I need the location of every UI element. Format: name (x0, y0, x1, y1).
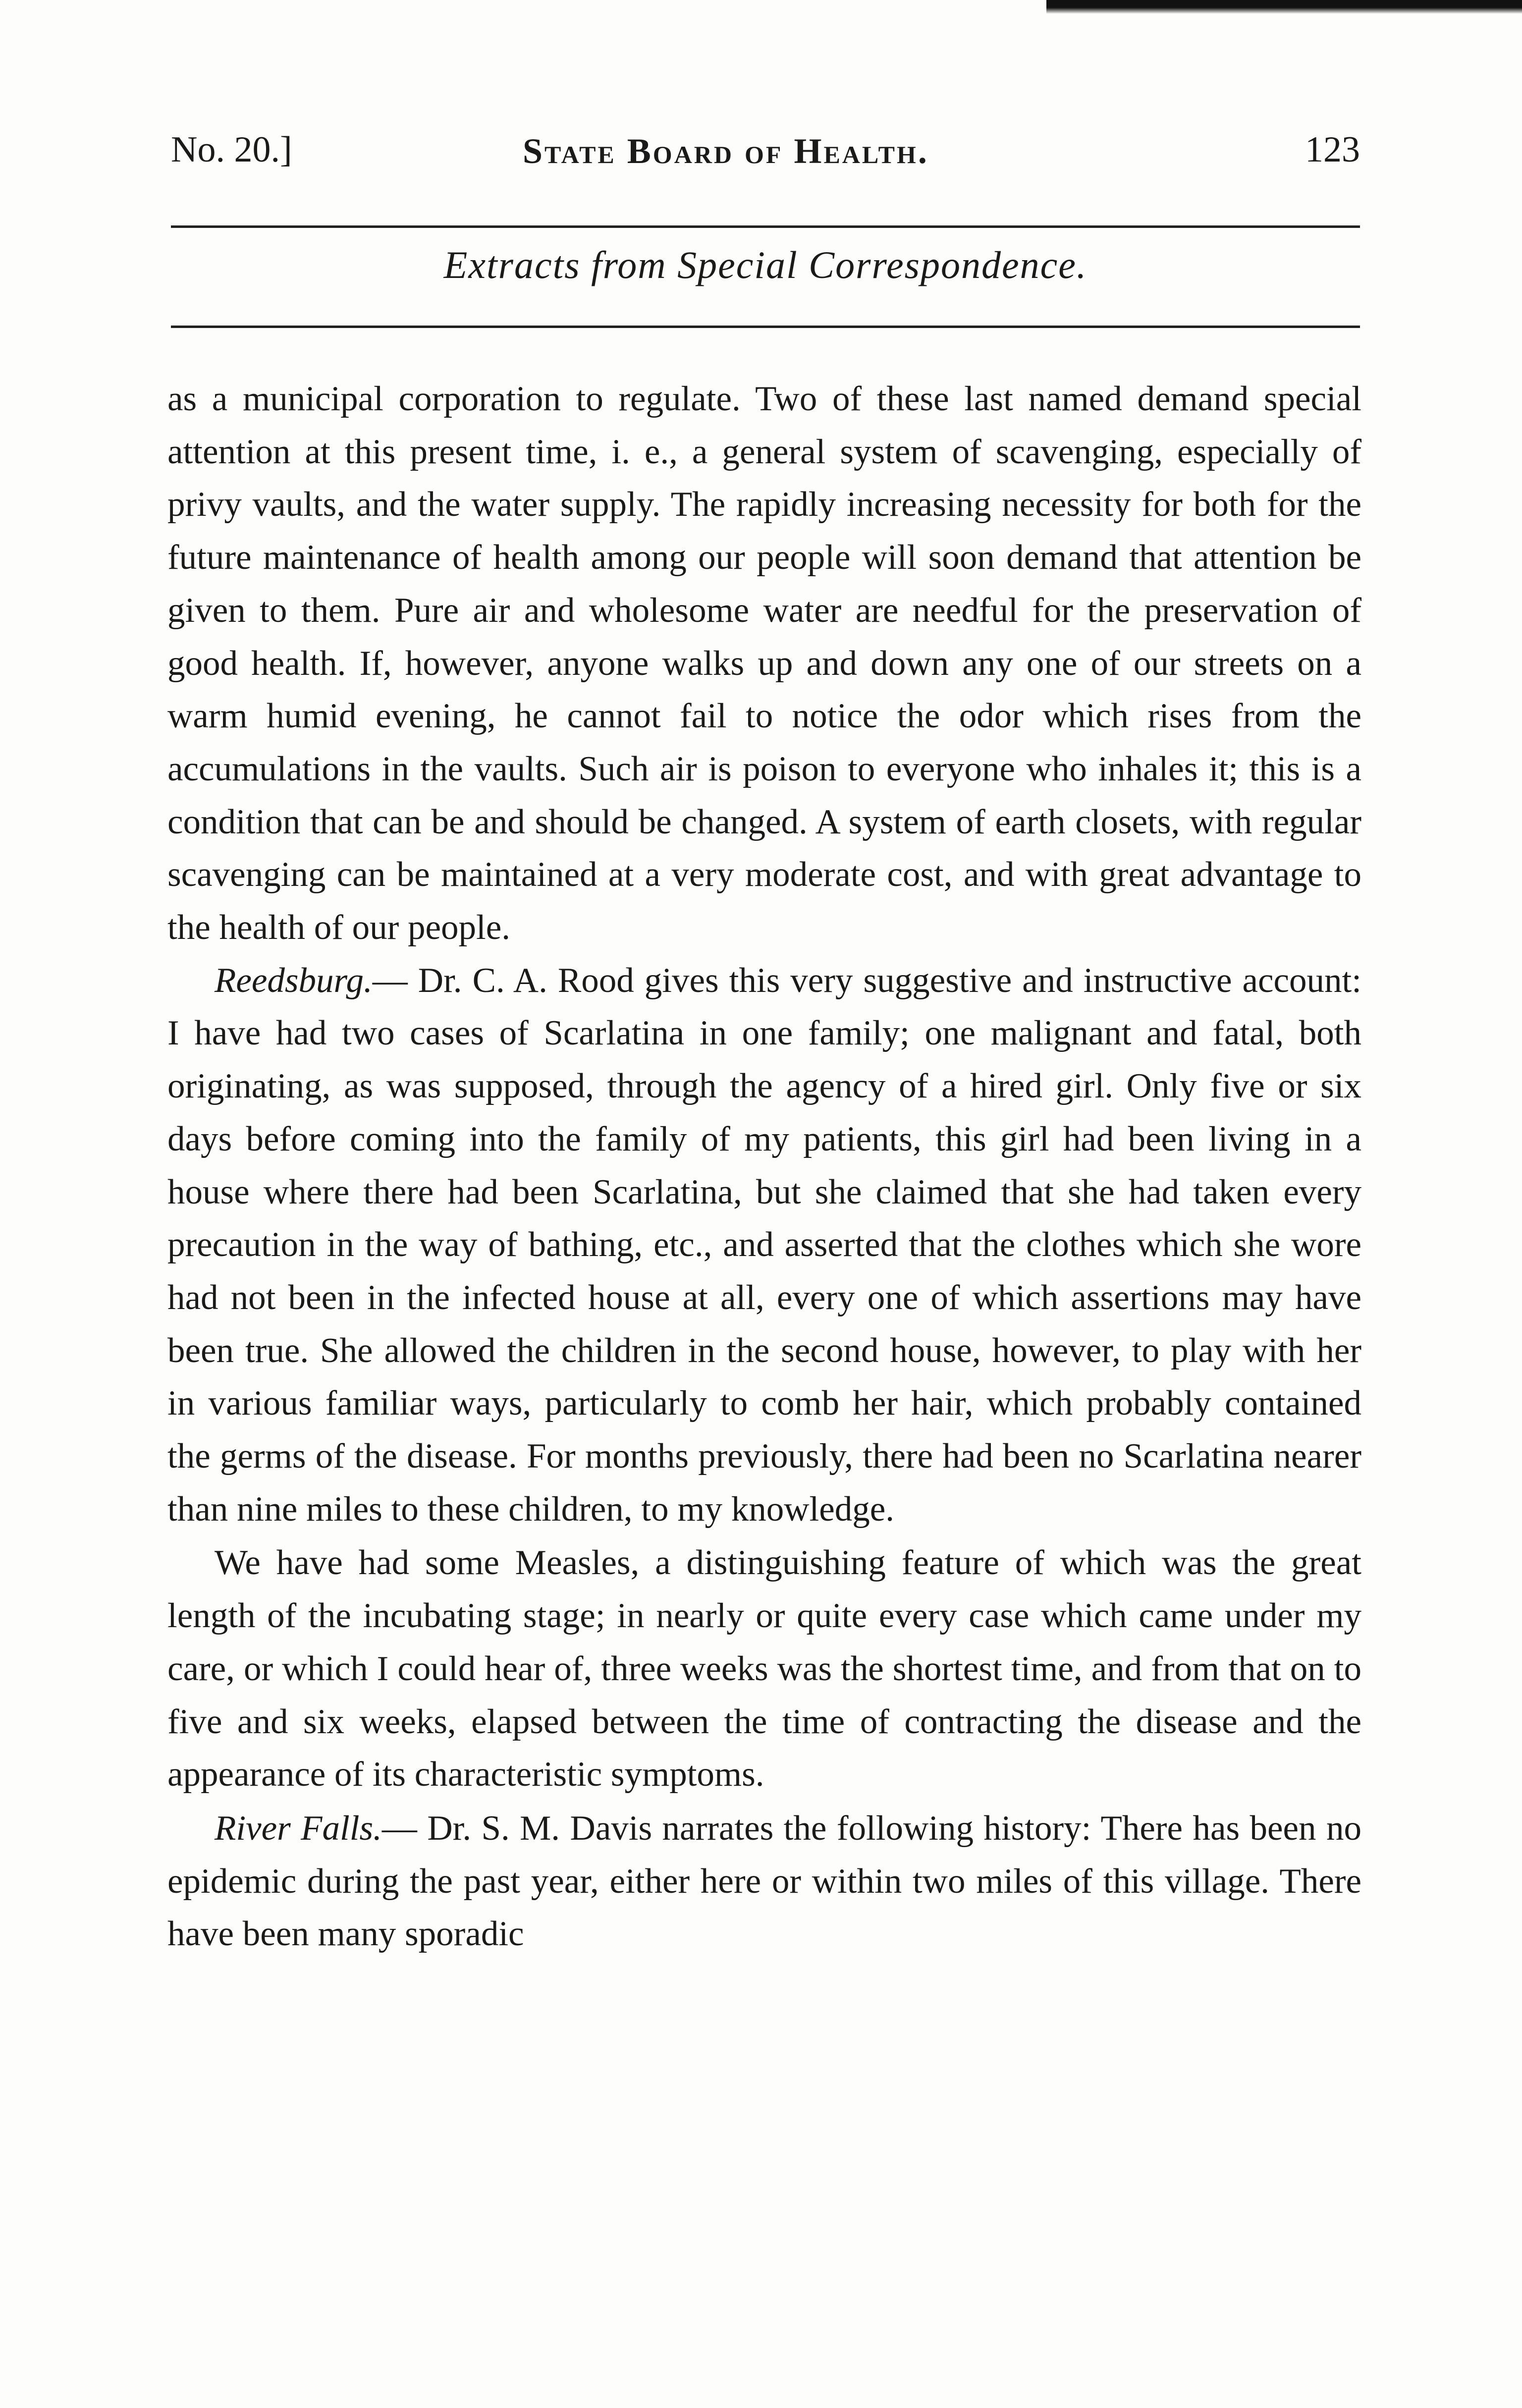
scan-edge-mark (1046, 0, 1522, 14)
place-name: Reedsburg. (215, 961, 373, 1000)
paragraph-river-falls (167, 1802, 1361, 1961)
place-name: River Falls. (215, 1808, 382, 1848)
paragraph-measles (167, 1536, 1361, 1801)
section-subheading: Extracts from Special Correspondence. (443, 243, 1087, 286)
paragraph-text: — Dr. C. A. Rood gives this very suggestive and instructive account: I have had two cases of Scarlatina in one family; one malignant and fatal, both originating, as was supposed, through the agency of a hired girl. Only five or six days before coming into the family of my patients, this girl had been living in a house where there had been Scarlatina, but she claimed that she had taken every precaution in the way of bathing, etc., and asserted that the clothes which she wore had not been in the infected house at all, every one of which assertions may have been true. She allowed the children in the second house, however, to play with her in various familiar ways, particularly to comb her hair, which probably contained the germs of the disease. For months previously, there had been no Scarlatina nearer than nine miles to these children, to my knowledge. (167, 961, 1361, 1529)
paragraph-text: as a municipal corporation to regulate. Two of these last named demand special attention at this present time, i. e., a general system of scavenging, especially of privy vaults, and the water supply. The rapidly increasing necessity for both for the future maintenance of health among our people will soon demand that attention be given to them. Pure air and wholesome water are needful for the preservation of good health. If, however, anyone walks up and down any one of our streets on a warm humid evening, he cannot fail to notice the odor which rises from the accumulations in the vaults. Such air is poison to everyone who inhales it; this is a condition that can be and should be changed. A system of earth closets, with regular scavenging can be maintained at a very moderate cost, and with great advantage to the health of our people. (167, 380, 1361, 947)
paragraph-reedsburg (167, 954, 1361, 1536)
running-title: State Board of Health. (523, 131, 929, 171)
document-number: No. 20.] (171, 129, 292, 170)
page-number: 123 (1305, 129, 1360, 170)
paragraph-text: We have had some Measles, a distinguishing feature of which was the great length of the incubating stage; in nearly or quite every case which came under my care, or which I could hear of, three weeks was the shortest time, and from that on to five and six weeks, elapsed between the time of contracting the disease and the appearance of its characteristic symptoms. (167, 1543, 1361, 1794)
paragraph-text: — Dr. S. M. Davis narrates the following history: There has been no epidemic during the past year, either here or within two miles of this village. There have been many sporadic (167, 1808, 1361, 1954)
paragraph-continued (167, 373, 1361, 954)
header-rule-bottom (171, 326, 1360, 328)
header-rule-top (171, 225, 1360, 228)
body-text (167, 373, 1361, 1961)
running-header (171, 124, 1360, 178)
